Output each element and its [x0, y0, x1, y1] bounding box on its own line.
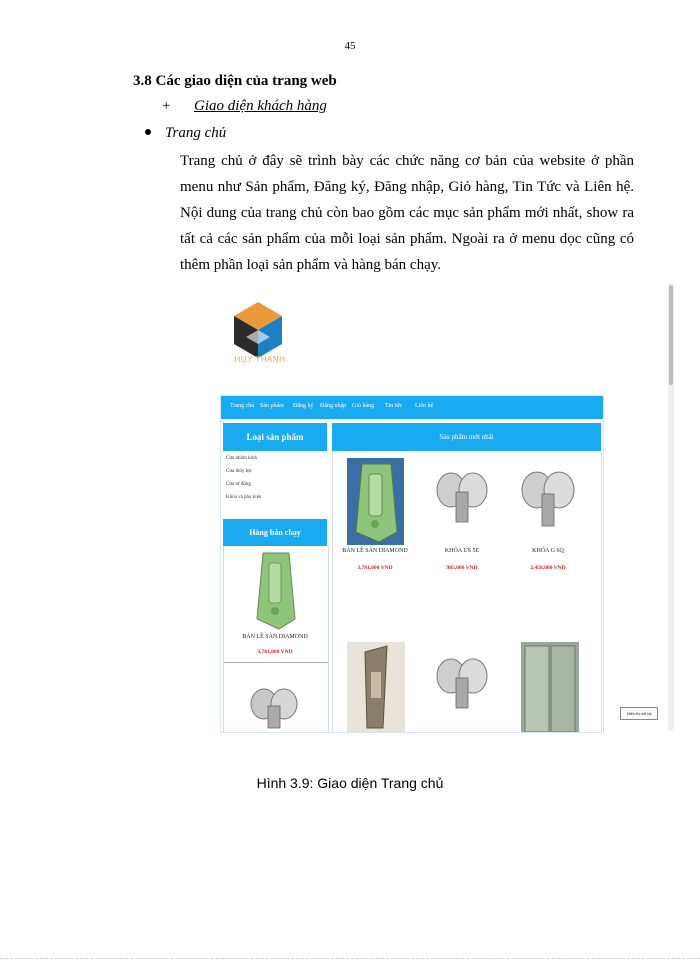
category-heading: Loại sản phẩm: [223, 423, 327, 451]
subsection-title: Giao diện khách hàng: [194, 98, 327, 114]
floor-hinge-image[interactable]: [249, 549, 301, 631]
product-image-lock-us5e[interactable]: [433, 466, 491, 526]
subsection-customer-ui: [162, 98, 327, 115]
bestseller-name[interactable]: BẢN LỀ SÀN DIAMOND: [242, 634, 308, 640]
product-name[interactable]: KHÓA G 6Q: [532, 548, 564, 554]
body-paragraph: Trang chủ ở đây sẽ trình bày các chức năng cơ bản của website ở phần menu như Sản phẩm, Đăng ký, Đăng nhập, Giỏ hàng, Tin Tức và Liên hệ. Nội dung của trang chủ còn bao gồm các mục sản phẩm mới nhất, show ra tất cả các sản phẩm của mỗi loại sản phẩm. Ngoài ra ở menu dọc cũng có thêm phần loại sản phẩm và hàng bán chạy.: [180, 153, 634, 273]
product-price: 985,000 VND: [446, 565, 478, 571]
nav-item-login[interactable]: Đăng nhập: [320, 403, 347, 409]
nav-item-home[interactable]: Trang chủ: [230, 403, 255, 409]
product-image-door[interactable]: [521, 642, 579, 732]
category-item[interactable]: Cửa nhôm kính: [226, 456, 258, 461]
figure-caption: Hình 3.9: Giao diện Trang chủ: [256, 775, 444, 791]
bullet-title: Trang chủ: [165, 125, 227, 141]
product-image-lock-g6q[interactable]: [518, 464, 578, 530]
category-item[interactable]: Cửa tự động: [226, 482, 251, 487]
category-item[interactable]: Cửa thủy lực: [226, 469, 252, 474]
page-bottom-line: [0, 958, 700, 959]
newest-products-heading: Sản phẩm mới nhất: [332, 423, 601, 451]
nav-item-register[interactable]: Đăng ký: [293, 403, 314, 409]
scrollbar-thumb[interactable]: [669, 285, 673, 385]
website-mockup: [220, 395, 604, 733]
bullet-home: [145, 125, 226, 142]
bullet-icon: [145, 129, 151, 135]
product-name[interactable]: KHÓA US 5E: [444, 548, 480, 554]
show-all-button[interactable]: Hiển thị tất cả: [620, 707, 658, 720]
nav-item-news[interactable]: Tin tức: [385, 403, 403, 409]
scrollbar[interactable]: [668, 283, 674, 731]
section-heading: 3.8 Các giao diện của trang web: [133, 73, 337, 89]
logo-text: HUY THANH: [234, 355, 286, 364]
product-price: 2,458,000 VND: [530, 565, 566, 571]
homepage-screenshot: [180, 283, 674, 731]
product-image-hinge[interactable]: [347, 458, 404, 545]
product-image-pivot[interactable]: [347, 642, 405, 732]
page-number: 45: [344, 40, 356, 52]
product-image-lock[interactable]: [433, 652, 491, 712]
nav-item-cart[interactable]: Giỏ hàng: [352, 403, 375, 409]
lock-image[interactable]: [246, 684, 302, 732]
nav-item-contact[interactable]: Liên hệ: [415, 403, 434, 409]
bestseller-heading: Hàng bán chạy: [223, 519, 327, 546]
product-name[interactable]: BẢN LỀ SÀN DIAMOND: [342, 548, 408, 554]
category-item[interactable]: Khóa và phụ kiện: [226, 495, 262, 500]
nav-item-products[interactable]: Sản phẩm: [260, 403, 284, 409]
top-nav: [221, 396, 603, 419]
divider: [224, 662, 328, 663]
product-price: 3,781,000 VND: [357, 565, 393, 571]
plus-marker: +: [162, 98, 171, 114]
bestseller-price: 3,781,000 VND: [257, 649, 293, 655]
